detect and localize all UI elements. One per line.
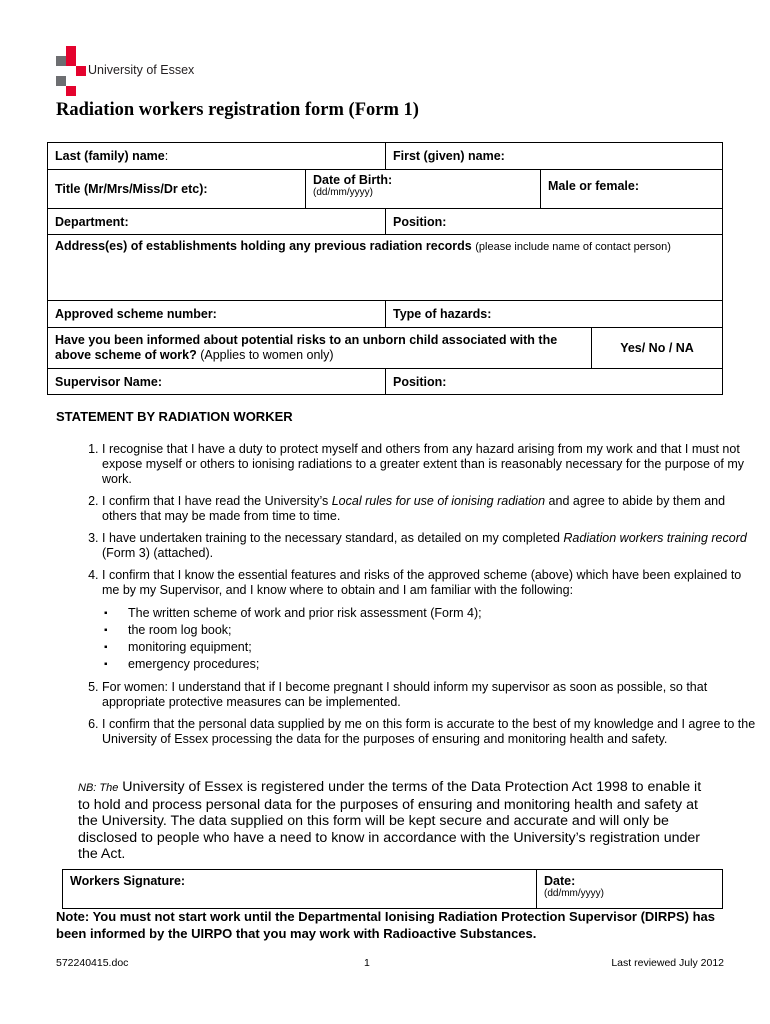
logo-square-icon	[66, 56, 76, 66]
university-logo	[56, 46, 236, 96]
logo-text: University of Essex	[88, 63, 195, 77]
unborn-child-answer[interactable]: Yes/ No / NA	[592, 328, 723, 369]
list-item: ▪ monitoring equipment;	[102, 639, 762, 656]
title-field[interactable]: Title (Mr/Mrs/Miss/Dr etc):	[48, 170, 306, 209]
data-protection-notice: NB: The University of Essex is registered under the terms of the Data Protection Act 1998 to enable it to hold and process personal data for the purposes of ensuring and monitoring health and safety at the University. The data supplied on this form will be kept secure and accurate and will only be disclosed to people who have a need to know in accordance with the University’s registration under the Act.	[78, 779, 702, 862]
position-field[interactable]: Position:	[386, 209, 723, 235]
last-name-field[interactable]: Last (family) name:	[48, 143, 386, 170]
supervisor-position-field[interactable]: Position:	[386, 369, 723, 395]
gender-field[interactable]: Male or female:	[541, 170, 723, 209]
statement-item: 3. I have undertaken training to the necessary standard, as detailed on my completed Radiation workers training record (Form 3) (attached).	[102, 531, 762, 561]
statement-item: 4. I confirm that I know the essential features and risks of the approved scheme (above) which have been explained to me by my Supervisor, and I know where to obtain and I am familiar with the following: ▪ The written scheme of work and prior risk assessment (Form 4); ▪ the room log book; ▪ monitoring equipment; ▪ emergency procedures;	[102, 568, 762, 673]
logo-square-icon	[76, 66, 86, 76]
logo-square-icon	[66, 86, 76, 96]
address-field[interactable]: Address(es) of establishments holding any previous radiation records (please include name of contact person)	[48, 235, 723, 301]
scheme-number-field[interactable]: Approved scheme number:	[48, 301, 386, 328]
signature-table	[62, 869, 723, 909]
list-item: ▪ The written scheme of work and prior risk assessment (Form 4);	[102, 605, 762, 622]
unborn-child-question: Have you been informed about potential risks to an unborn child associated with the above scheme of work? (Applies to women only)	[48, 328, 592, 369]
signature-date-field[interactable]: Date: (dd/mm/yyyy)	[537, 870, 723, 909]
footer-last-reviewed: Last reviewed July 2012	[611, 957, 724, 969]
footer-filename: 572240415.doc	[56, 957, 129, 969]
logo-square-icon	[56, 56, 66, 66]
familiarity-list	[102, 605, 762, 673]
statement-item: 6. I confirm that the personal data supplied by me on this form is accurate to the best of my knowledge and I agree to the University of Essex processing the data for the purposes of ensuring and monitoring health and safety.	[102, 717, 762, 747]
registration-table	[47, 142, 723, 395]
statement-item: 1. I recognise that I have a duty to protect myself and others from any hazard arising from my work and that I must not expose myself or others to ionising radiations to a greater extent than is reasonably necessary for the purpose of my work.	[102, 442, 762, 487]
date-of-birth-field[interactable]: Date of Birth: (dd/mm/yyyy)	[306, 170, 541, 209]
statement-item: 5. For women: I understand that if I become pregnant I should inform my supervisor as soon as possible, so that appropriate protective measures can be implemented.	[102, 680, 762, 710]
statement-heading: STATEMENT BY RADIATION WORKER	[56, 409, 293, 424]
list-item: ▪ emergency procedures;	[102, 656, 762, 673]
hazards-field[interactable]: Type of hazards:	[386, 301, 723, 328]
supervisor-name-field[interactable]: Supervisor Name:	[48, 369, 386, 395]
statement-item: 2. I confirm that I have read the University’s Local rules for use of ionising radiation and agree to abide by them and others that may be made from time to time.	[102, 494, 762, 524]
footer-page-number: 1	[364, 957, 370, 969]
page-title: Radiation workers registration form (Form 1)	[56, 100, 419, 120]
first-name-field[interactable]: First (given) name:	[386, 143, 723, 170]
list-item: ▪ the room log book;	[102, 622, 762, 639]
workers-signature-field[interactable]: Workers Signature:	[63, 870, 537, 909]
logo-square-icon	[56, 76, 66, 86]
logo-square-icon	[66, 46, 76, 56]
warning-note: Note: You must not start work until the Departmental Ionising Radiation Protection Supervisor (DIRPS) has been informed by the UIRPO that you may work with Radioactive Substances.	[56, 909, 715, 941]
statement-list	[56, 442, 762, 747]
department-field[interactable]: Department:	[48, 209, 386, 235]
